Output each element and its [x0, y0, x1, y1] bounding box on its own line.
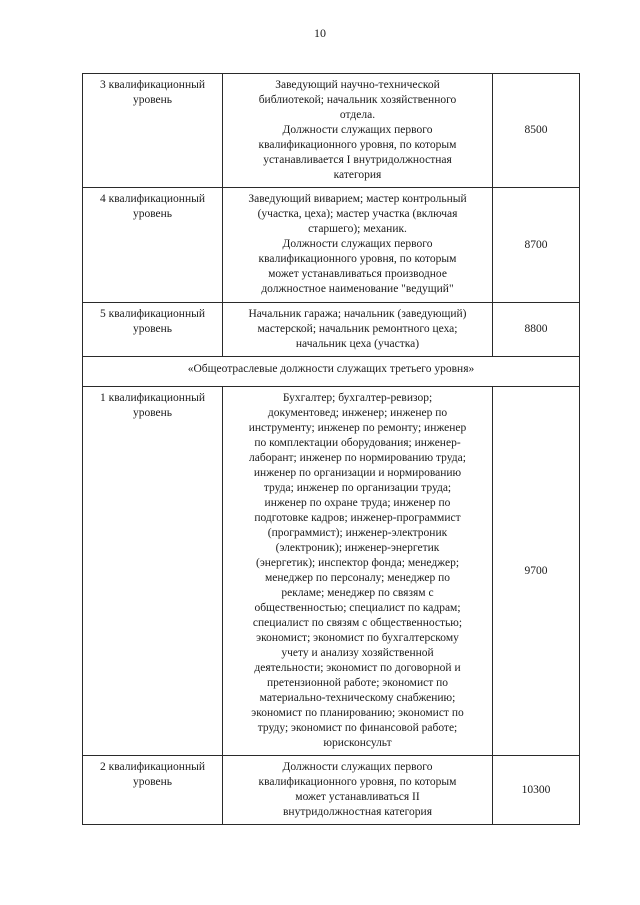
position-line: внутридолжностная категория — [282, 806, 432, 818]
level-text: уровень — [132, 94, 173, 106]
positions-cell — [223, 756, 493, 825]
position-line: специалист по связям с общественностью; — [252, 617, 463, 629]
level-text: 5 квалификационный — [100, 308, 205, 320]
position-line: библиотекой; начальник хозяйственного — [258, 94, 457, 106]
position-line: старшего); механик. — [308, 223, 407, 235]
salary-table — [82, 73, 580, 825]
position-line: труду; экономист по финансовой работе; — [257, 722, 458, 734]
position-line: рекламе; менеджер по связям с — [281, 587, 434, 599]
position-line: мастерской; начальник ремонтного цеха; — [257, 323, 458, 335]
position-line: может устанавливаться II — [295, 791, 420, 803]
section-title: «Общеотраслевые должности служащих третьего уровня» — [83, 357, 580, 387]
salary-cell: 8500 — [493, 74, 580, 188]
positions-cell — [223, 387, 493, 756]
salary-cell: 8700 — [493, 188, 580, 303]
level-text: уровень — [132, 323, 173, 335]
position-line: начальник цеха (участка) — [295, 338, 420, 350]
position-line: инженер по охране труда; инженер по — [264, 497, 451, 509]
table-row — [83, 303, 580, 357]
position-line: документовед; инженер; инженер по — [267, 407, 448, 419]
table-row — [83, 74, 580, 188]
salary-cell: 8800 — [493, 303, 580, 357]
page-number: 10 — [314, 26, 326, 40]
position-line: Заведующий научно-технической — [275, 79, 440, 91]
level-text: 1 квалификационный — [100, 392, 205, 404]
position-line: категория — [333, 169, 382, 181]
qualification-level-cell — [83, 74, 223, 188]
position-line: юрисконсульт — [323, 737, 392, 749]
level-text: уровень — [132, 407, 173, 419]
position-line: квалификационного уровня, по которым — [258, 776, 457, 788]
qualification-level-cell — [83, 188, 223, 303]
section-header-row — [83, 357, 580, 387]
position-line: деятельности; экономист по договорной и — [254, 662, 461, 674]
position-line: менеджер по персоналу; менеджер по — [264, 572, 451, 584]
positions-cell — [223, 303, 493, 357]
position-line: отдела. — [339, 109, 376, 121]
position-line: Должности служащих первого — [282, 238, 433, 250]
position-line: должностное наименование "ведущий" — [261, 283, 454, 295]
position-line: подготовке кадров; инженер-программист — [254, 512, 461, 524]
position-line: может устанавливаться производное — [268, 268, 447, 280]
position-line: претензионной работе; экономист по — [266, 677, 449, 689]
level-text: 3 квалификационный — [100, 79, 205, 91]
position-line: квалификационного уровня, по которым — [258, 139, 457, 151]
position-line: (участка, цеха); мастер участка (включая — [257, 208, 458, 220]
position-line: Заведующий виварием; мастер контрольный — [248, 193, 467, 205]
table-row — [83, 756, 580, 825]
level-text: 4 квалификационный — [100, 193, 205, 205]
table-row — [83, 387, 580, 756]
position-line: экономист; экономист по бухгалтерскому — [256, 632, 459, 644]
level-text: 2 квалификационный — [100, 761, 205, 773]
qualification-level-cell — [83, 756, 223, 825]
position-line: Должности служащих первого — [282, 124, 433, 136]
position-line: Должности служащих первого — [282, 761, 433, 773]
position-line: по комплектации оборудования; инженер- — [254, 437, 461, 449]
positions-cell — [223, 188, 493, 303]
level-text: уровень — [132, 208, 173, 220]
position-line: общественностью; специалист по кадрам; — [254, 602, 461, 614]
position-line: (энергетик); инспектор фонда; менеджер; — [255, 557, 460, 569]
salary-cell: 9700 — [493, 387, 580, 756]
qualification-level-cell — [83, 387, 223, 756]
table-row — [83, 188, 580, 303]
position-line: устанавливается I внутридолжностная — [263, 154, 452, 166]
position-line: труда; инженер по организации труда; — [263, 482, 452, 494]
position-line: лаборант; инженер по нормированию труда; — [249, 452, 466, 464]
position-line: экономист по планированию; экономист по — [251, 707, 464, 719]
position-line: (программист); инженер-электроник — [267, 527, 448, 539]
position-line: инженер по организации и нормированию — [253, 467, 462, 479]
position-line: Бухгалтер; бухгалтер-ревизор; — [282, 392, 433, 404]
salary-cell: 10300 — [493, 756, 580, 825]
position-line: инструменту; инженер по ремонту; инженер — [248, 422, 467, 434]
position-line: материально-техническому снабжению; — [259, 692, 456, 704]
position-line: учету и анализу хозяйственной — [281, 647, 434, 659]
positions-cell — [223, 74, 493, 188]
position-line: Начальник гаража; начальник (заведующий) — [248, 308, 467, 320]
level-text: уровень — [132, 776, 173, 788]
qualification-level-cell — [83, 303, 223, 357]
position-line: (электроник); инженер-энергетик — [275, 542, 440, 554]
position-line: квалификационного уровня, по которым — [258, 253, 457, 265]
